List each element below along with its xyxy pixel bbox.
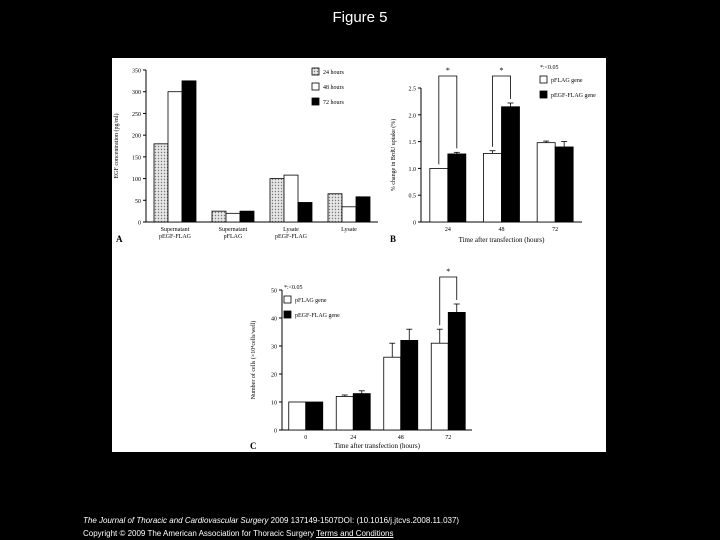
chart-c-ytick-label-0: 0 (274, 428, 277, 435)
chart-b-ytick-label-4: 2.0 (408, 113, 416, 120)
chart-b-bar-1-2 (555, 147, 573, 222)
chart-b-legend-label-1: pEGF-FLAG gene (551, 93, 596, 99)
citation-line (83, 514, 703, 527)
chart-b-xtick-label-1: 48 (498, 227, 505, 233)
chart-c-bar-0-3 (431, 343, 448, 430)
chart-a-bar-1-0 (168, 92, 182, 222)
chart-c-xtick-label-1: 24 (350, 435, 357, 441)
chart-a-xtick-label-1: Supernatant (218, 227, 248, 233)
chart-a-bar-1-1 (226, 213, 240, 222)
chart-b-legend-swatch-0 (540, 76, 547, 83)
chart-c-ylabel: Number of cells (×10⁴cells/well) (251, 320, 257, 400)
chart-c-bar-0-1 (336, 396, 353, 430)
chart-b-panel-label: B (390, 234, 397, 244)
chart-b-bar-0-0 (430, 168, 448, 222)
chart-a-bar-2-0 (182, 81, 196, 222)
chart-c-legend-label-0: pFLAG gene (295, 298, 327, 304)
chart-a-legend-label-0: 24 hours (323, 70, 344, 76)
chart-b-xlabel: Time after transfection (hours) (458, 236, 545, 244)
chart-b-ytick-label-5: 2.5 (408, 86, 416, 93)
chart-b-ytick-label-3: 1.5 (408, 140, 416, 147)
chart-a-panel (113, 68, 378, 244)
chart-c-legend-label-1: pEGF-FLAG gene (295, 313, 340, 319)
chart-a-ytick-label-1: 50 (135, 198, 141, 205)
chart-b-ylabel: % change in BrdU uptake (%) (391, 118, 397, 192)
chart-c-bar-0-2 (384, 357, 401, 430)
chart-c-sig-star-0: * (446, 267, 451, 276)
figure-panel (112, 58, 606, 452)
chart-b-ytick-label-1: 0.5 (408, 193, 416, 200)
chart-a-legend-swatch-2 (312, 98, 319, 105)
chart-a-bar-1-3 (342, 207, 356, 222)
chart-c-annotation: *:<0.05 (284, 285, 303, 291)
chart-a-xtick-label-2-1: pEGF-FLAG (274, 234, 308, 240)
chart-a-ylabel: EGF concentration (pg/ml) (114, 113, 120, 179)
chart-a-ytick-label-6: 300 (132, 90, 141, 97)
chart-a-xtick-label-3: Lysate (341, 227, 357, 233)
chart-a-panel-label: A (116, 234, 123, 244)
chart-c-legend-swatch-0 (284, 296, 291, 303)
chart-b-legend-swatch-1 (540, 91, 547, 98)
chart-c-ytick-label-1: 10 (271, 400, 277, 407)
chart-b-annotation: *:<0.05 (540, 65, 559, 71)
chart-c-bar-1-2 (401, 340, 418, 430)
chart-c-bar-0-0 (289, 402, 306, 430)
chart-a-xtick-label-2: Lysate (283, 227, 299, 233)
chart-a-ytick-label-3: 150 (132, 155, 141, 162)
citation-journal: The Journal of Thoracic and Cardiovascular Surgery (83, 516, 269, 525)
chart-a-ytick-label-4: 200 (132, 133, 141, 140)
copyright-text: Copyright © 2009 The American Association for Thoracic Surgery (83, 529, 315, 538)
chart-b-sig-star-0: * (445, 66, 450, 75)
chart-b-bar-1-1 (502, 107, 520, 222)
chart-a-bar-2-3 (356, 197, 370, 222)
footer (83, 514, 703, 540)
chart-c-legend-swatch-1 (284, 311, 291, 318)
citation-details: 2009 137149-1507DOI: (10.1016/j.jtcvs.2008.11.037) (268, 516, 460, 525)
chart-a-legend-swatch-1 (312, 83, 319, 90)
chart-c-xlabel: Time after transfection (hours) (334, 442, 420, 450)
chart-c-xtick-label-2: 48 (397, 435, 404, 441)
chart-c-ytick-label-5: 50 (271, 288, 277, 295)
chart-a-bar-1-2 (284, 175, 298, 222)
chart-b-bar-1-0 (448, 154, 466, 222)
chart-c-ytick-label-3: 30 (271, 344, 277, 351)
chart-c-bar-1-1 (353, 394, 370, 430)
copyright-line (83, 527, 703, 540)
chart-a-bar-0-3 (328, 194, 342, 222)
terms-link[interactable]: Terms and Conditions (316, 529, 394, 538)
chart-b-sig-bracket-0 (439, 76, 457, 164)
chart-a-ytick-label-2: 100 (132, 177, 141, 184)
chart-c-xtick-label-0: 0 (304, 435, 308, 441)
chart-b-bar-0-2 (537, 143, 555, 222)
chart-a-ytick-label-0: 0 (138, 220, 141, 227)
chart-b-legend-label-0: pFLAG gene (551, 78, 583, 84)
chart-b-xtick-label-2: 72 (552, 227, 559, 233)
chart-a-bar-2-2 (298, 202, 312, 222)
slide-title: Figure 5 (332, 9, 388, 26)
chart-c-ytick-label-2: 20 (271, 372, 277, 379)
figure-svg (112, 58, 606, 452)
chart-a-bar-0-0 (154, 144, 168, 222)
chart-b-ytick-label-0: 0 (413, 220, 416, 227)
chart-b-bar-0-1 (484, 153, 502, 222)
chart-a-legend-label-1: 48 hours (323, 85, 344, 91)
chart-b-xtick-label-0: 24 (444, 227, 451, 233)
chart-c-bar-1-0 (306, 402, 323, 430)
chart-c-xtick-label-3: 72 (445, 435, 452, 441)
chart-b-ytick-label-2: 1.0 (408, 166, 416, 173)
chart-a-ytick-label-5: 250 (132, 111, 141, 118)
chart-a-xtick-label-1-1: pFLAG (223, 234, 243, 240)
chart-a-ytick-label-7: 350 (132, 68, 141, 75)
chart-c-panel (250, 267, 472, 451)
chart-a-xtick-label-0: Supernatant (160, 227, 190, 233)
chart-c-ytick-label-4: 40 (271, 316, 277, 323)
chart-a-bar-0-2 (270, 179, 284, 222)
chart-c-bar-1-3 (448, 312, 465, 430)
chart-a-bar-2-1 (240, 211, 254, 222)
chart-a-bar-0-1 (212, 211, 226, 222)
chart-b-panel (390, 65, 596, 244)
chart-b-sig-star-1: * (499, 66, 504, 75)
chart-a-legend-label-2: 72 hours (323, 100, 344, 106)
chart-a-legend-swatch-0 (312, 68, 319, 75)
chart-c-panel-label: C (250, 441, 257, 451)
chart-a-xtick-label-0-1: pEGF-FLAG (158, 234, 192, 240)
